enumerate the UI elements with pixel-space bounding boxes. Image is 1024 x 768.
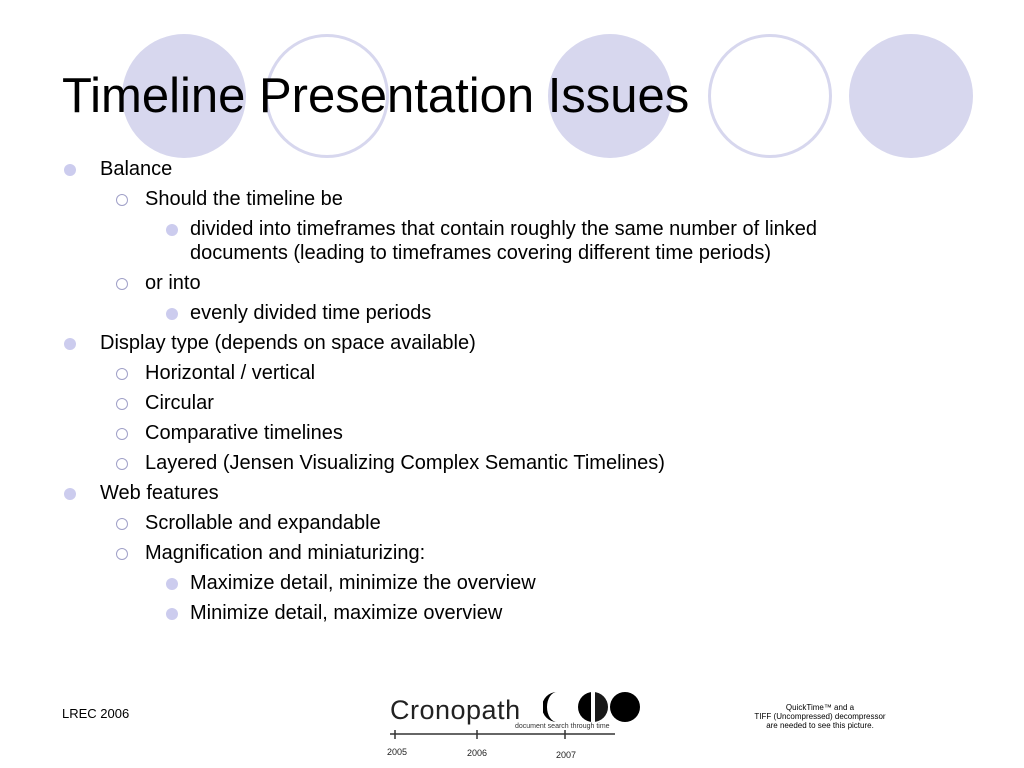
decor-circle-5 bbox=[849, 34, 973, 158]
decor-circle-4 bbox=[708, 34, 832, 158]
filled-bullet-icon bbox=[166, 608, 178, 620]
bullet-text: Layered (Jensen Visualizing Complex Semantic Timelines) bbox=[145, 452, 665, 474]
filled-bullet-icon bbox=[64, 338, 76, 350]
bullet-level-1 bbox=[0, 157, 1024, 181]
hollow-bullet-icon bbox=[116, 368, 128, 380]
hollow-bullet-icon bbox=[116, 278, 128, 290]
bullet-text: divided into timeframes that contain roughly the same number of linked documents (leading to timeframes covering different time periods) bbox=[190, 218, 818, 264]
bullet-level-2 bbox=[0, 361, 1024, 385]
bullet-level-2 bbox=[0, 541, 1024, 565]
bullet-text: Comparative timelines bbox=[145, 422, 343, 444]
hollow-bullet-icon bbox=[116, 548, 128, 560]
filled-bullet-icon bbox=[166, 224, 178, 236]
hollow-bullet-icon bbox=[116, 518, 128, 530]
bullet-text: Maximize detail, minimize the overview bbox=[190, 572, 536, 594]
timeline-year-2006: 2006 bbox=[467, 748, 488, 758]
slide-title: Timeline Presentation Issues bbox=[62, 69, 690, 123]
bullet-text: Balance bbox=[100, 158, 173, 180]
filled-bullet-icon bbox=[166, 578, 178, 590]
bullet-level-2 bbox=[0, 271, 1024, 295]
bullet-text: Horizontal / vertical bbox=[145, 362, 316, 384]
timeline-year-2005: 2005 bbox=[387, 747, 408, 757]
moon-phases-icon bbox=[543, 690, 643, 724]
filled-bullet-icon bbox=[64, 488, 76, 500]
bullet-text: Scrollable and expandable bbox=[145, 512, 381, 534]
bullet-text: Circular bbox=[145, 392, 214, 414]
bullet-text: Should the timeline be bbox=[145, 188, 343, 210]
bullet-level-3 bbox=[0, 601, 910, 625]
bullet-level-3 bbox=[0, 571, 910, 595]
filled-bullet-icon bbox=[166, 308, 178, 320]
bullet-text: or into bbox=[145, 272, 201, 294]
qt-line-2: TIFF (Uncompressed) decompressor bbox=[754, 712, 886, 721]
bullet-level-2 bbox=[0, 187, 1024, 211]
logo-tagline: document search through time bbox=[515, 723, 610, 730]
bullet-list bbox=[0, 157, 1024, 625]
cronopath-logo bbox=[385, 688, 645, 766]
bullet-text: Magnification and miniaturizing: bbox=[145, 542, 426, 564]
logo-wordmark: Cronopath bbox=[390, 695, 521, 725]
hollow-bullet-icon bbox=[116, 428, 128, 440]
bullet-level-1 bbox=[0, 481, 1024, 505]
quicktime-placeholder bbox=[740, 703, 900, 730]
bullet-level-2 bbox=[0, 451, 1024, 475]
bullet-level-2 bbox=[0, 511, 1024, 535]
qt-line-3: are needed to see this picture. bbox=[766, 721, 874, 730]
bullet-level-2 bbox=[0, 391, 1024, 415]
hollow-bullet-icon bbox=[116, 398, 128, 410]
bullet-text: Display type (depends on space available) bbox=[100, 332, 476, 354]
footer-conference-label: LREC 2006 bbox=[62, 706, 130, 721]
bullet-level-2 bbox=[0, 421, 1024, 445]
bullet-text: evenly divided time periods bbox=[190, 302, 432, 324]
bullet-level-3 bbox=[0, 217, 910, 265]
bullet-text: Web features bbox=[100, 482, 219, 504]
bullet-level-3 bbox=[0, 301, 910, 325]
bullet-level-1 bbox=[0, 331, 1024, 355]
hollow-bullet-icon bbox=[116, 194, 128, 206]
qt-line-1: QuickTime™ and a bbox=[785, 703, 855, 712]
hollow-bullet-icon bbox=[116, 458, 128, 470]
timeline-year-2007: 2007 bbox=[556, 750, 577, 760]
bullet-text: Minimize detail, maximize overview bbox=[190, 602, 503, 624]
timeline-axis bbox=[385, 730, 625, 746]
filled-bullet-icon bbox=[64, 164, 76, 176]
